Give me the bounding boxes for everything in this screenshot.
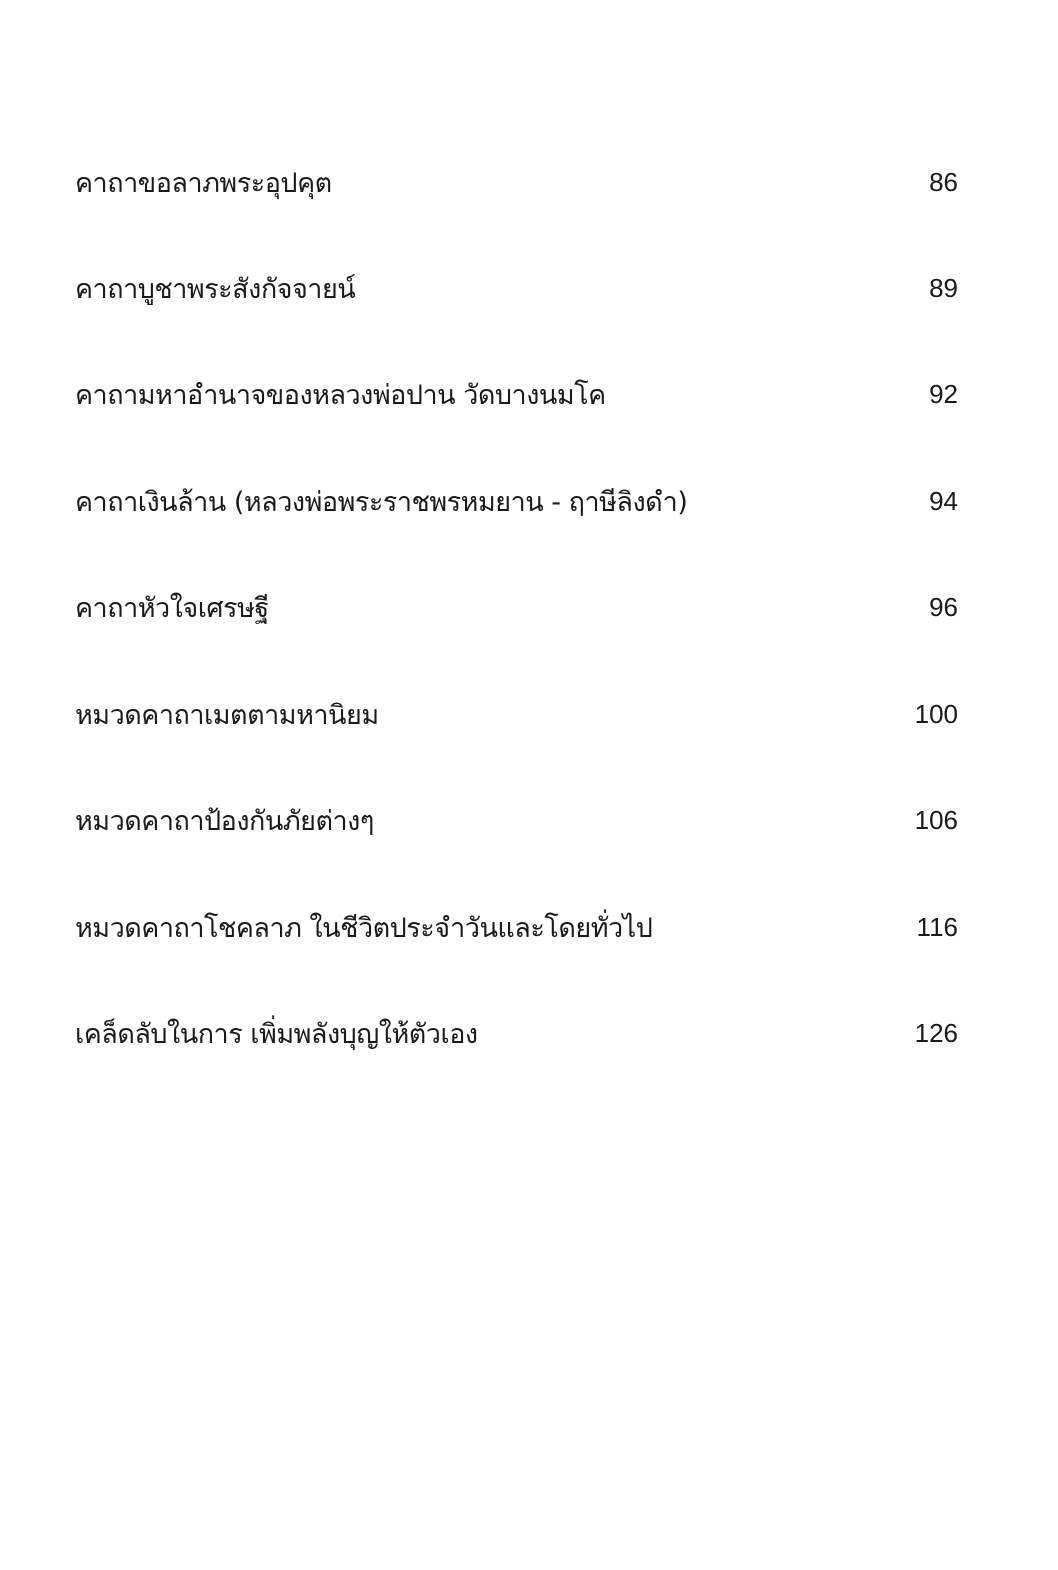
toc-entry-title: หมวดคาถาเมตตามหานิยม [75,699,379,731]
toc-entry [75,1008,958,1058]
toc-entry-title: เคล็ดลับในการ เพิ่มพลังบุญให้ตัวเอง [75,1018,478,1050]
toc-entry [75,157,958,207]
toc-entry [75,476,958,526]
toc-entry [75,582,958,632]
toc-entry [75,263,958,313]
toc-entry-title: คาถาเงินล้าน (หลวงพ่อพระราชพรหมยาน - ฤาษีลิงดำ) [75,486,688,518]
toc-entry-page-number: 92 [929,378,958,409]
toc-entry-title: คาถาขอลาภพระอุปคุต [75,167,332,199]
toc-entry-title: คาถาบูชาพระสังกัจจายน์ [75,273,356,305]
toc-entry [75,369,958,419]
toc-entry-page-number: 100 [914,698,958,729]
toc-entry-page-number: 89 [929,272,958,303]
toc-entry-page-number: 96 [929,591,958,622]
toc-entry [75,902,958,952]
toc-entry-page-number: 94 [929,485,958,516]
toc-entry [75,689,958,739]
toc-entry-title: คาถาหัวใจเศรษฐี [75,592,269,624]
toc-entry-page-number: 86 [929,166,958,197]
toc-entry-page-number: 106 [914,804,958,835]
toc-entry-page-number: 126 [914,1017,958,1048]
toc-entry-title: หมวดคาถาป้องกันภัยต่างๆ [75,805,374,837]
toc-entry-title: คาถามหาอำนาจของหลวงพ่อปาน วัดบางนมโค [75,379,606,411]
toc-entry-page-number: 116 [916,911,958,942]
toc-entry-title: หมวดคาถาโชคลาภ ในชีวิตประจำวันและโดยทั่วไป [75,912,653,944]
toc-entry [75,795,958,845]
